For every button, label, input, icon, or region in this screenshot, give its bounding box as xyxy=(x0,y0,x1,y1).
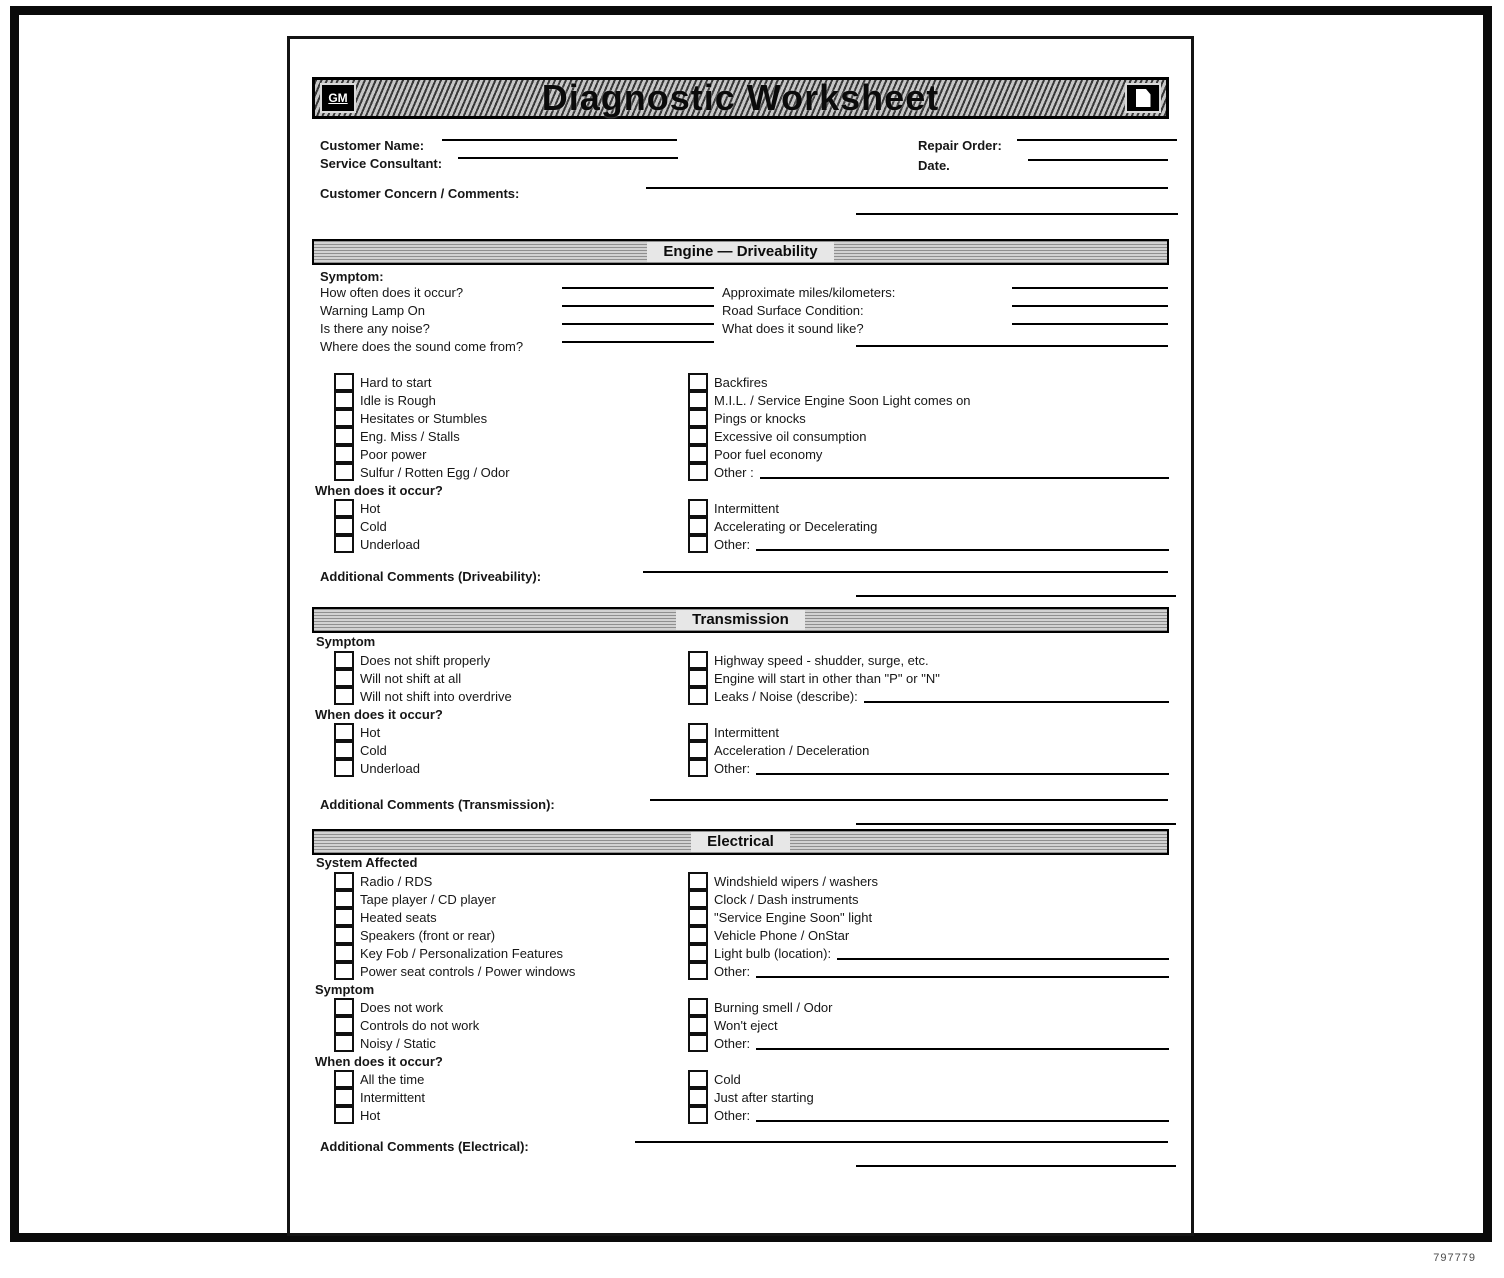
checkbox-item xyxy=(334,962,669,980)
checkbox-label: Burning smell / Odor xyxy=(714,999,833,1015)
checkbox xyxy=(334,890,354,908)
checkbox-label: Cold xyxy=(360,742,387,758)
checkbox-label: Other: xyxy=(714,1107,751,1123)
checkbox-item xyxy=(334,517,669,535)
checkbox-item xyxy=(688,1034,1171,1052)
checkbox-item xyxy=(334,427,669,445)
checkbox-label: Sulfur / Rotten Egg / Odor xyxy=(360,464,510,480)
checkbox xyxy=(334,373,354,391)
checkbox xyxy=(688,517,708,535)
checkbox-label: Intermittent xyxy=(714,724,780,740)
checkbox-label: Won't eject xyxy=(714,1017,778,1033)
checkbox-label: Tape player / CD player xyxy=(360,891,496,907)
checkbox-label: Leaks / Noise (describe): xyxy=(714,688,858,704)
checkbox xyxy=(688,373,708,391)
checkbox-item xyxy=(688,499,1171,517)
question-label: Where does the sound come from? xyxy=(320,339,524,354)
customer-concern-line-2 xyxy=(856,199,1178,215)
write-in-line xyxy=(1012,309,1168,325)
checkbox xyxy=(688,427,708,445)
checkbox-label: Will not shift at all xyxy=(360,670,462,686)
group-heading-label: When does it occur? xyxy=(315,482,443,498)
checkbox-label: Key Fob / Personalization Features xyxy=(360,945,564,961)
checkbox-item xyxy=(334,723,669,741)
checkbox-item xyxy=(334,391,669,409)
checkbox-item xyxy=(334,373,669,391)
checkbox-label: Heated seats xyxy=(360,909,437,925)
group-heading-label: When does it occur? xyxy=(315,706,443,722)
checkbox-item xyxy=(688,1016,1171,1034)
checkbox-label: Will not shift into overdrive xyxy=(360,688,512,704)
checkbox-item xyxy=(334,1070,669,1088)
transmission-comments-label: Additional Comments (Transmission): xyxy=(320,797,555,812)
service-consultant-label: Service Consultant: xyxy=(320,156,443,171)
checkbox-item xyxy=(688,373,1171,391)
comments-line xyxy=(856,809,1176,825)
question-label: Warning Lamp On xyxy=(320,303,426,318)
write-in-line xyxy=(864,690,1169,703)
electrical-system-heading: System Affected xyxy=(316,855,418,870)
engine-section-banner xyxy=(312,239,1169,265)
write-in-line xyxy=(1012,273,1168,289)
date-line xyxy=(1028,145,1168,161)
checkbox xyxy=(334,1106,354,1124)
checkbox xyxy=(334,1016,354,1034)
checkbox xyxy=(688,687,708,705)
checkbox xyxy=(334,741,354,759)
group-heading xyxy=(315,481,669,499)
checkbox-label: Noisy / Static xyxy=(360,1035,436,1051)
checkbox xyxy=(334,998,354,1016)
checkbox xyxy=(334,517,354,535)
checkbox xyxy=(688,926,708,944)
checkbox xyxy=(688,944,708,962)
question-label: Is there any noise? xyxy=(320,321,430,336)
checkbox-label: Excessive oil consumption xyxy=(714,428,867,444)
write-in-line xyxy=(856,331,1168,347)
checkbox-item xyxy=(688,669,1171,687)
checkbox xyxy=(688,962,708,980)
write-in-line xyxy=(837,947,1169,960)
checkbox-item xyxy=(334,926,669,944)
checkbox-label: Engine will start in other than "P" or "N" xyxy=(714,670,940,686)
checkbox-item xyxy=(334,1088,669,1106)
transmission-section-banner xyxy=(312,607,1169,633)
checkbox-label: Poor power xyxy=(360,446,427,462)
checkbox-item xyxy=(688,998,1171,1016)
checkbox-label: Poor fuel economy xyxy=(714,446,823,462)
group-heading xyxy=(315,980,669,998)
group-heading-label: Symptom xyxy=(315,981,375,997)
checkbox-item xyxy=(334,1016,669,1034)
checkbox-item xyxy=(688,463,1171,481)
group-heading xyxy=(315,1052,669,1070)
checkbox-item xyxy=(334,741,669,759)
checkbox-label: Does not work xyxy=(360,999,444,1015)
scan-reference-number: 797779 xyxy=(1433,1252,1476,1264)
checkbox-item xyxy=(334,445,669,463)
checkbox xyxy=(688,908,708,926)
write-in-line xyxy=(756,1109,1169,1122)
checkbox xyxy=(688,669,708,687)
comments-line xyxy=(856,1151,1176,1167)
checkbox-item xyxy=(688,1088,1171,1106)
question-label: How often does it occur? xyxy=(320,285,464,300)
gm-logo-left xyxy=(320,83,356,113)
checkbox-item xyxy=(688,391,1171,409)
checkbox xyxy=(334,1034,354,1052)
checkbox xyxy=(688,759,708,777)
checkbox xyxy=(334,944,354,962)
transmission-symptom-heading: Symptom xyxy=(316,634,376,649)
checkbox-item xyxy=(334,499,669,517)
checkbox-label: Acceleration / Deceleration xyxy=(714,742,870,758)
checkbox-label: Vehicle Phone / OnStar xyxy=(714,927,850,943)
group-heading xyxy=(315,705,669,723)
customer-name-label: Customer Name: xyxy=(320,138,425,153)
checkbox-item xyxy=(688,651,1171,669)
write-in-line xyxy=(756,538,1169,551)
checkbox-item xyxy=(688,944,1171,962)
write-in-line xyxy=(756,965,1169,978)
checkbox-label: Accelerating or Decelerating xyxy=(714,518,878,534)
checkbox-item xyxy=(688,1106,1171,1124)
checkbox xyxy=(688,535,708,553)
comments-line xyxy=(650,785,1168,801)
spacer-row xyxy=(688,705,1171,723)
customer-concern-label: Customer Concern / Comments: xyxy=(320,186,520,201)
checkbox-item xyxy=(688,427,1171,445)
checkbox-item xyxy=(334,651,669,669)
checkbox-item xyxy=(688,962,1171,980)
electrical-checklist-left xyxy=(315,872,669,1124)
electrical-section-banner xyxy=(312,829,1169,855)
checkbox xyxy=(688,651,708,669)
engine-checklist-right xyxy=(688,373,1171,553)
checkbox-label: Does not shift properly xyxy=(360,652,491,668)
comments-line xyxy=(643,557,1168,573)
checkbox xyxy=(334,409,354,427)
transmission-checklist-right xyxy=(688,651,1171,777)
checkbox xyxy=(334,427,354,445)
checkbox xyxy=(334,669,354,687)
checkbox-label: Cold xyxy=(360,518,387,534)
checkbox-label: Backfires xyxy=(714,374,768,390)
service-consultant-line xyxy=(458,143,678,159)
checkbox-item xyxy=(334,759,669,777)
checkbox-item xyxy=(688,409,1171,427)
checkbox-item xyxy=(334,669,669,687)
checkbox-item xyxy=(688,687,1171,705)
repair-order-line xyxy=(1017,125,1177,141)
checkbox xyxy=(334,962,354,980)
checkbox-label: Idle is Rough xyxy=(360,392,436,408)
write-in-line xyxy=(562,291,714,307)
checkbox-item xyxy=(688,926,1171,944)
checkbox-label: Highway speed - shudder, surge, etc. xyxy=(714,652,929,668)
checkbox xyxy=(334,687,354,705)
checkbox-label: Hot xyxy=(360,500,381,516)
checkbox xyxy=(688,872,708,890)
checkbox-item xyxy=(334,687,669,705)
checkbox xyxy=(688,890,708,908)
worksheet-page xyxy=(287,36,1194,1236)
checkbox-label: Controls do not work xyxy=(360,1017,480,1033)
comments-line xyxy=(856,581,1176,597)
write-in-line xyxy=(562,273,714,289)
checkbox-label: Other: xyxy=(714,1035,751,1051)
gm-logo-text: GM xyxy=(328,91,348,105)
checkbox-label: Hesitates or Stumbles xyxy=(360,410,488,426)
checkbox-item xyxy=(334,872,669,890)
engine-checklist-left xyxy=(315,373,669,553)
checkbox-item xyxy=(334,998,669,1016)
checkbox-label: Underload xyxy=(360,760,420,776)
checkbox-item xyxy=(688,908,1171,926)
checkbox-item xyxy=(688,723,1171,741)
checkbox xyxy=(688,1070,708,1088)
customer-concern-line-1 xyxy=(646,173,1168,189)
document-icon xyxy=(1136,89,1151,107)
write-in-line xyxy=(756,762,1169,775)
checkbox-label: Hot xyxy=(360,1107,381,1123)
question-label: Road Surface Condition: xyxy=(722,303,864,318)
checkbox-item xyxy=(688,741,1171,759)
checkbox-item xyxy=(688,1070,1171,1088)
checkbox xyxy=(334,872,354,890)
engine-symptom-heading: Symptom: xyxy=(320,269,384,284)
spacer-row xyxy=(688,980,1171,998)
checkbox xyxy=(688,409,708,427)
checkbox-label: Cold xyxy=(714,1071,741,1087)
checkbox xyxy=(688,723,708,741)
electrical-section-title: Electrical xyxy=(691,832,790,852)
checkbox-label: Light bulb (location): xyxy=(714,945,832,961)
checkbox-label: Pings or knocks xyxy=(714,410,806,426)
checkbox-label: Other : xyxy=(714,464,754,480)
checkbox xyxy=(334,463,354,481)
checkbox-label: "Service Engine Soon" light xyxy=(714,909,873,925)
checkbox xyxy=(334,535,354,553)
repair-order-label: Repair Order: xyxy=(918,138,1002,153)
checkbox-item xyxy=(334,944,669,962)
checkbox-item xyxy=(688,759,1171,777)
checkbox xyxy=(334,391,354,409)
checkbox-label: Other: xyxy=(714,963,751,979)
checkbox-label: Other: xyxy=(714,760,751,776)
checkbox-label: Windshield wipers / washers xyxy=(714,873,879,889)
checkbox-label: Intermittent xyxy=(360,1089,426,1105)
transmission-section-title: Transmission xyxy=(676,610,805,630)
checkbox xyxy=(334,723,354,741)
question-label: What does it sound like? xyxy=(722,321,864,336)
checkbox-label: Underload xyxy=(360,536,420,552)
checkbox-label: Just after starting xyxy=(714,1089,814,1105)
checkbox-label: Clock / Dash instruments xyxy=(714,891,859,907)
checkbox xyxy=(334,926,354,944)
checkbox-item xyxy=(334,409,669,427)
checkbox-item xyxy=(334,890,669,908)
checkbox xyxy=(334,651,354,669)
date-label: Date. xyxy=(918,158,950,173)
engine-section-title: Engine — Driveability xyxy=(647,242,833,262)
checkbox xyxy=(688,1088,708,1106)
checkbox-item xyxy=(334,463,669,481)
checkbox xyxy=(688,463,708,481)
checkbox-label: Speakers (front or rear) xyxy=(360,927,496,943)
checkbox-item xyxy=(688,517,1171,535)
checkbox-label: All the time xyxy=(360,1071,425,1087)
checkbox-label: Intermittent xyxy=(714,500,780,516)
checkbox-item xyxy=(688,872,1171,890)
checkbox-label: Hard to start xyxy=(360,374,432,390)
checkbox xyxy=(334,499,354,517)
checkbox-item xyxy=(334,1106,669,1124)
write-in-line xyxy=(756,1037,1169,1050)
checkbox xyxy=(688,1016,708,1034)
checkbox-item xyxy=(334,908,669,926)
gm-logo-right xyxy=(1125,83,1161,113)
page-title: Diagnostic Worksheet xyxy=(541,77,940,118)
group-heading-label: When does it occur? xyxy=(315,1053,443,1069)
checkbox-item xyxy=(334,1034,669,1052)
write-in-line xyxy=(562,309,714,325)
checkbox-label: Other: xyxy=(714,536,751,552)
checkbox-label: Hot xyxy=(360,724,381,740)
worksheet-header-banner xyxy=(312,77,1169,119)
transmission-checklist-left xyxy=(315,651,669,777)
write-in-line xyxy=(562,327,714,343)
question-label: Approximate miles/kilometers: xyxy=(722,285,896,300)
write-in-line xyxy=(1012,291,1168,307)
write-in-line xyxy=(760,466,1169,479)
spacer-row xyxy=(688,1052,1171,1070)
spacer-row xyxy=(688,481,1171,499)
checkbox xyxy=(334,908,354,926)
checkbox-label: Radio / RDS xyxy=(360,873,433,889)
checkbox-item xyxy=(688,535,1171,553)
checkbox xyxy=(688,445,708,463)
checkbox-item xyxy=(688,890,1171,908)
checkbox xyxy=(688,998,708,1016)
engine-comments-label: Additional Comments (Driveability): xyxy=(320,569,542,584)
checkbox xyxy=(334,759,354,777)
checkbox xyxy=(334,445,354,463)
electrical-checklist-right xyxy=(688,872,1171,1124)
customer-name-line xyxy=(442,125,677,141)
checkbox-label: Eng. Miss / Stalls xyxy=(360,428,460,444)
checkbox-item xyxy=(334,535,669,553)
checkbox-label: M.I.L. / Service Engine Soon Light comes on xyxy=(714,392,971,408)
checkbox xyxy=(688,1106,708,1124)
checkbox xyxy=(334,1088,354,1106)
electrical-comments-label: Additional Comments (Electrical): xyxy=(320,1139,529,1154)
checkbox-item xyxy=(688,445,1171,463)
checkbox xyxy=(688,499,708,517)
checkbox-label: Power seat controls / Power windows xyxy=(360,963,576,979)
checkbox xyxy=(688,741,708,759)
comments-line xyxy=(635,1127,1168,1143)
checkbox xyxy=(688,1034,708,1052)
checkbox xyxy=(688,391,708,409)
checkbox xyxy=(334,1070,354,1088)
